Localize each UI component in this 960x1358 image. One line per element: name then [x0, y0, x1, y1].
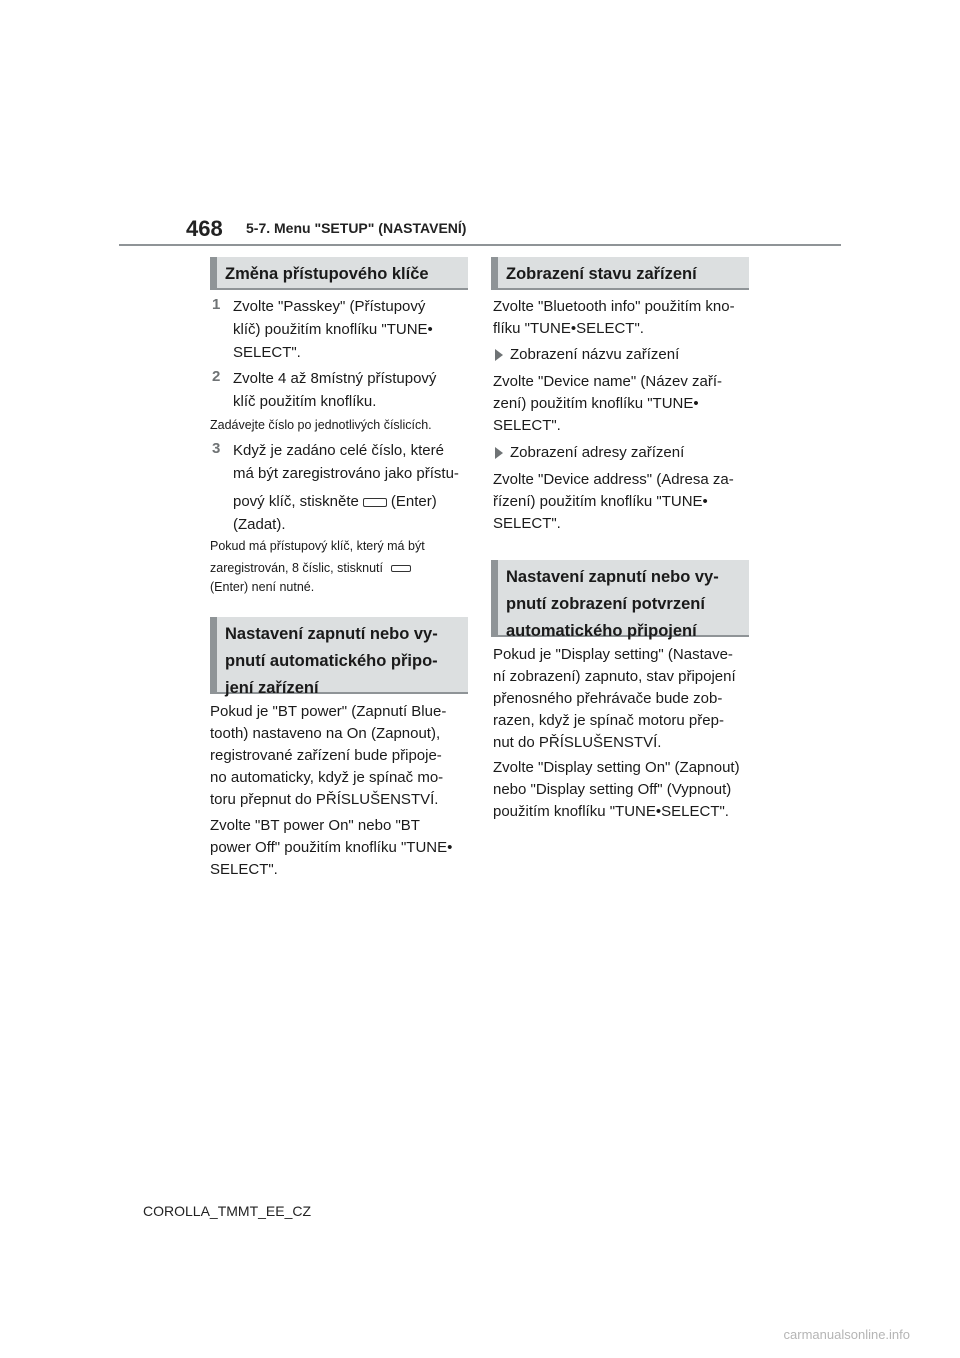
document-code: COROLLA_TMMT_EE_CZ — [143, 1203, 312, 1219]
section-heading-auto-connect: Nastavení zapnutí nebo vy- pnutí automatického připo- jení zařízení — [210, 617, 468, 694]
step-number: 1 — [212, 296, 221, 313]
step-number: 2 — [212, 368, 221, 385]
section-heading-device-status — [491, 257, 749, 290]
note-8-digit: Pokud má přístupový klíč, který má být zaregistrován, 8 číslic, stisknutí (Enter) není nutné. — [210, 539, 425, 594]
paragraph-bt-power-info: Pokud je "BT power" (Zapnutí Blue- tooth) nastaveno na On (Zapnout), registrované zařízení bude připoje- no automaticky, když je spínač mo- toru přepnut do PŘÍSLUŠENSTVÍ. — [210, 703, 447, 808]
section-heading-display-setting: Nastavení zapnutí nebo vy- pnutí zobrazení potvrzení automatického připojení — [491, 560, 749, 637]
watermark: carmanualsonline.info — [783, 1327, 910, 1342]
header-divider — [119, 244, 841, 246]
paragraph-device-address: Zvolte "Device address" (Adresa za- řízení) použitím knoflíku "TUNE• SELECT". — [493, 471, 734, 532]
step-text: Když je zadáno celé číslo, které má být zaregistrováno jako přístu- pový klíč, stiskněte (Enter) (Zadat). — [233, 442, 459, 533]
section-heading-passkey — [210, 257, 468, 290]
paragraph-device-name: Zvolte "Device name" (Název zaří- zení) použitím knoflíku "TUNE• SELECT". — [493, 373, 723, 434]
section-heading-text: Zobrazení stavu zařízení — [506, 265, 697, 283]
page-number: 468 — [186, 216, 223, 241]
enter-button-icon — [391, 565, 411, 572]
paragraph-bluetooth-info: Zvolte "Bluetooth info" použitím kno- flíku "TUNE•SELECT". — [493, 298, 735, 337]
enter-button-icon — [363, 498, 387, 507]
paragraph-display-setting-info: Pokud je "Display setting" (Nastave- ní zobrazení) zapnuto, stav připojení přenosného přehrávače bude zob- razen, když je spínač motoru přep- nut do PŘÍSLUŠENSTVÍ. — [493, 646, 736, 751]
step-text: Zvolte 4 až 8místný přístupový klíč použitím knoflíku. — [233, 370, 437, 410]
bullet-text: Zobrazení adresy zařízení — [510, 444, 685, 461]
bullet-arrow-icon — [495, 349, 503, 361]
bullet-arrow-icon — [495, 447, 503, 459]
paragraph-display-setting-select: Zvolte "Display setting On" (Zapnout) nebo "Display setting Off" (Vypnout) použitím knoflíku "TUNE•SELECT". — [493, 759, 740, 820]
bullet-text: Zobrazení názvu zařízení — [510, 346, 680, 363]
step-text: Zvolte "Passkey" (Přístupový klíč) použitím knoflíku "TUNE• SELECT". — [233, 298, 433, 361]
paragraph-bt-power-select: Zvolte "BT power On" nebo "BT power Off" použitím knoflíku "TUNE• SELECT". — [210, 817, 453, 878]
section-heading-text: Změna přístupového klíče — [225, 265, 429, 283]
step-number: 3 — [212, 440, 221, 457]
note-digit-entry: Zadávejte číslo po jednotlivých číslicích. — [210, 418, 432, 432]
chapter-title: 5-7. Menu "SETUP" (NASTAVENÍ) — [246, 220, 467, 236]
